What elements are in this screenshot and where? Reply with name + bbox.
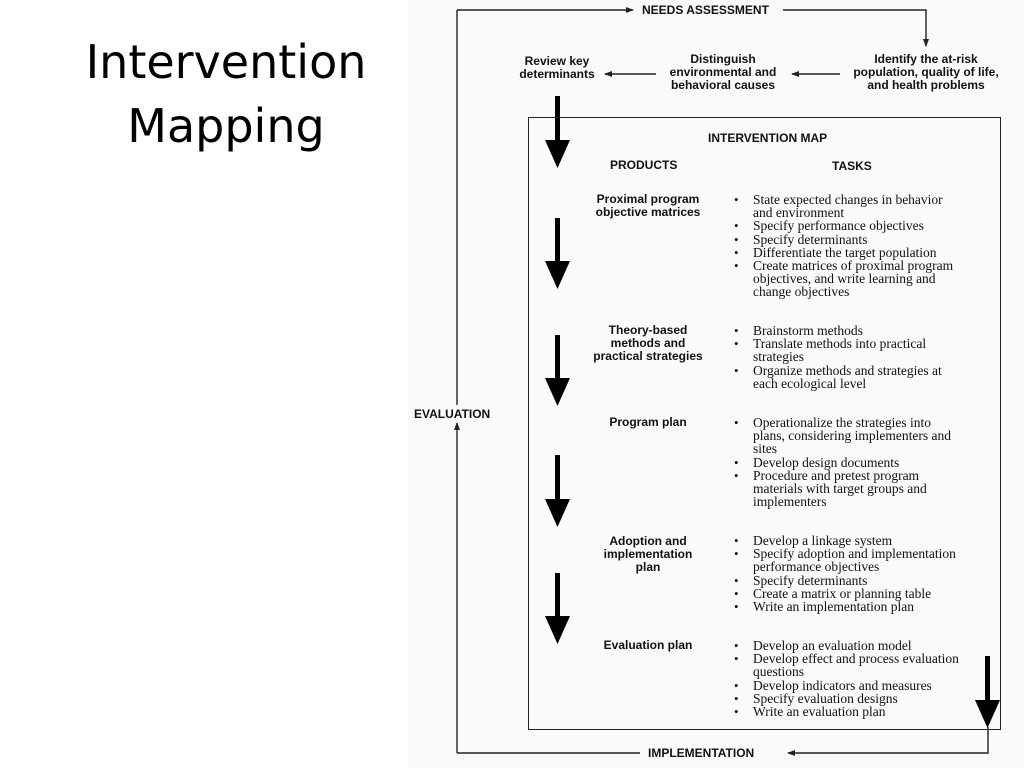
flow-step-identify <box>836 53 1016 92</box>
task-line: each ecological level <box>753 375 867 391</box>
flow-step-identify-line: population, quality of life, <box>853 65 999 79</box>
tasks-header: TASKS <box>832 159 872 173</box>
task-line: materials with target groups and <box>753 481 927 497</box>
flow-step-distinguish-line: Distinguish <box>690 52 756 66</box>
task-line: Create a matrix or planning table <box>753 585 932 601</box>
task-item <box>734 705 1006 718</box>
flow-step-distinguish-line: behavioral causes <box>670 78 776 92</box>
evaluation-label: EVALUATION <box>414 407 491 421</box>
intervention-map-title: INTERVENTION MAP <box>708 131 828 145</box>
tasks-list-proximal <box>734 193 1006 299</box>
task-line: performance objectives <box>753 559 880 575</box>
slide-title <box>40 30 412 158</box>
product-label-line: Adoption and <box>609 534 687 548</box>
product-label-line: implementation <box>603 547 693 561</box>
loop-bottom-right-line <box>788 727 988 753</box>
task-line: Operationalize the strategies into <box>753 415 932 430</box>
task-line: plans, considering implementers and <box>753 428 951 444</box>
task-line: sites <box>753 441 778 457</box>
flow-step-review <box>508 55 606 81</box>
tasks-list-program-plan <box>734 416 1006 508</box>
product-proximal-objective-matrices <box>574 193 722 219</box>
task-line: Develop effect and process evaluation <box>753 651 959 667</box>
product-label-line: methods and <box>610 336 686 350</box>
task-line: Specify determinants <box>753 231 868 247</box>
task-line: Write an implementation plan <box>753 599 915 615</box>
task-line: Specify determinants <box>753 572 868 588</box>
product-label-line: Program plan <box>609 415 687 429</box>
task-line: Create matrices of proximal program <box>753 258 954 274</box>
task-line: and environment <box>753 205 845 221</box>
product-theory-based-methods <box>574 324 722 363</box>
task-line: Develop a linkage system <box>753 533 893 548</box>
flow-step-identify-line: Identify the at-risk <box>874 52 978 66</box>
task-line: implementers <box>753 494 827 510</box>
task-line: Specify evaluation designs <box>753 690 898 706</box>
flow-step-distinguish <box>656 53 790 92</box>
task-line: Brainstorm methods <box>753 323 863 338</box>
task-item <box>734 416 1006 456</box>
slide-title-line-2: Mapping <box>127 99 325 153</box>
task-line: Specify performance objectives <box>753 218 924 234</box>
slide-title-line-1: Intervention <box>85 35 367 89</box>
task-line: Develop design documents <box>753 454 900 470</box>
task-line: objectives, and write learning and <box>753 271 936 287</box>
task-item <box>734 364 1006 390</box>
task-line: Organize methods and strategies at <box>753 362 942 378</box>
flow-step-identify-line: and health problems <box>867 78 985 92</box>
product-label-line: Proximal program <box>596 192 700 206</box>
needs-assessment-label: NEEDS ASSESSMENT <box>642 3 769 17</box>
task-line: Specify adoption and implementation <box>753 546 956 562</box>
task-item <box>734 469 1006 509</box>
tasks-list-evaluation <box>734 639 1006 718</box>
product-program-plan <box>574 416 722 429</box>
task-line: questions <box>753 664 805 680</box>
product-evaluation-plan <box>574 639 722 652</box>
task-line: Develop indicators and measures <box>753 677 932 693</box>
product-label-line: Evaluation plan <box>603 638 693 652</box>
product-label-line: objective matrices <box>595 205 701 219</box>
task-item <box>734 193 1006 219</box>
implementation-label: IMPLEMENTATION <box>648 746 755 760</box>
task-line: Procedure and pretest program <box>753 467 920 483</box>
product-adoption-implementation-plan <box>574 535 722 574</box>
task-line: change objectives <box>753 284 850 300</box>
flow-step-review-line: determinants <box>519 67 595 81</box>
task-item <box>734 547 1006 573</box>
task-line: Translate methods into practical <box>753 336 927 352</box>
tasks-list-methods <box>734 324 1006 390</box>
task-item <box>734 600 1006 613</box>
intervention-mapping-diagram <box>408 0 1024 768</box>
task-line: Develop an evaluation model <box>753 638 912 653</box>
product-label-line: practical strategies <box>593 349 703 363</box>
task-item <box>734 337 1006 363</box>
task-line: Write an evaluation plan <box>753 704 886 720</box>
task-line: State expected changes in behavior <box>753 192 943 207</box>
task-item <box>734 652 1006 678</box>
tasks-list-adoption <box>734 534 1006 613</box>
product-label-line: Theory-based <box>608 323 688 337</box>
flow-step-distinguish-line: environmental and <box>669 65 777 79</box>
task-line: Differentiate the target population <box>753 244 937 260</box>
flow-step-review-line: Review key <box>524 54 590 68</box>
loop-top-right-line <box>783 10 926 46</box>
task-line: strategies <box>753 349 804 365</box>
product-label-line: plan <box>635 560 661 574</box>
task-item <box>734 259 1006 299</box>
products-header: PRODUCTS <box>610 158 678 172</box>
